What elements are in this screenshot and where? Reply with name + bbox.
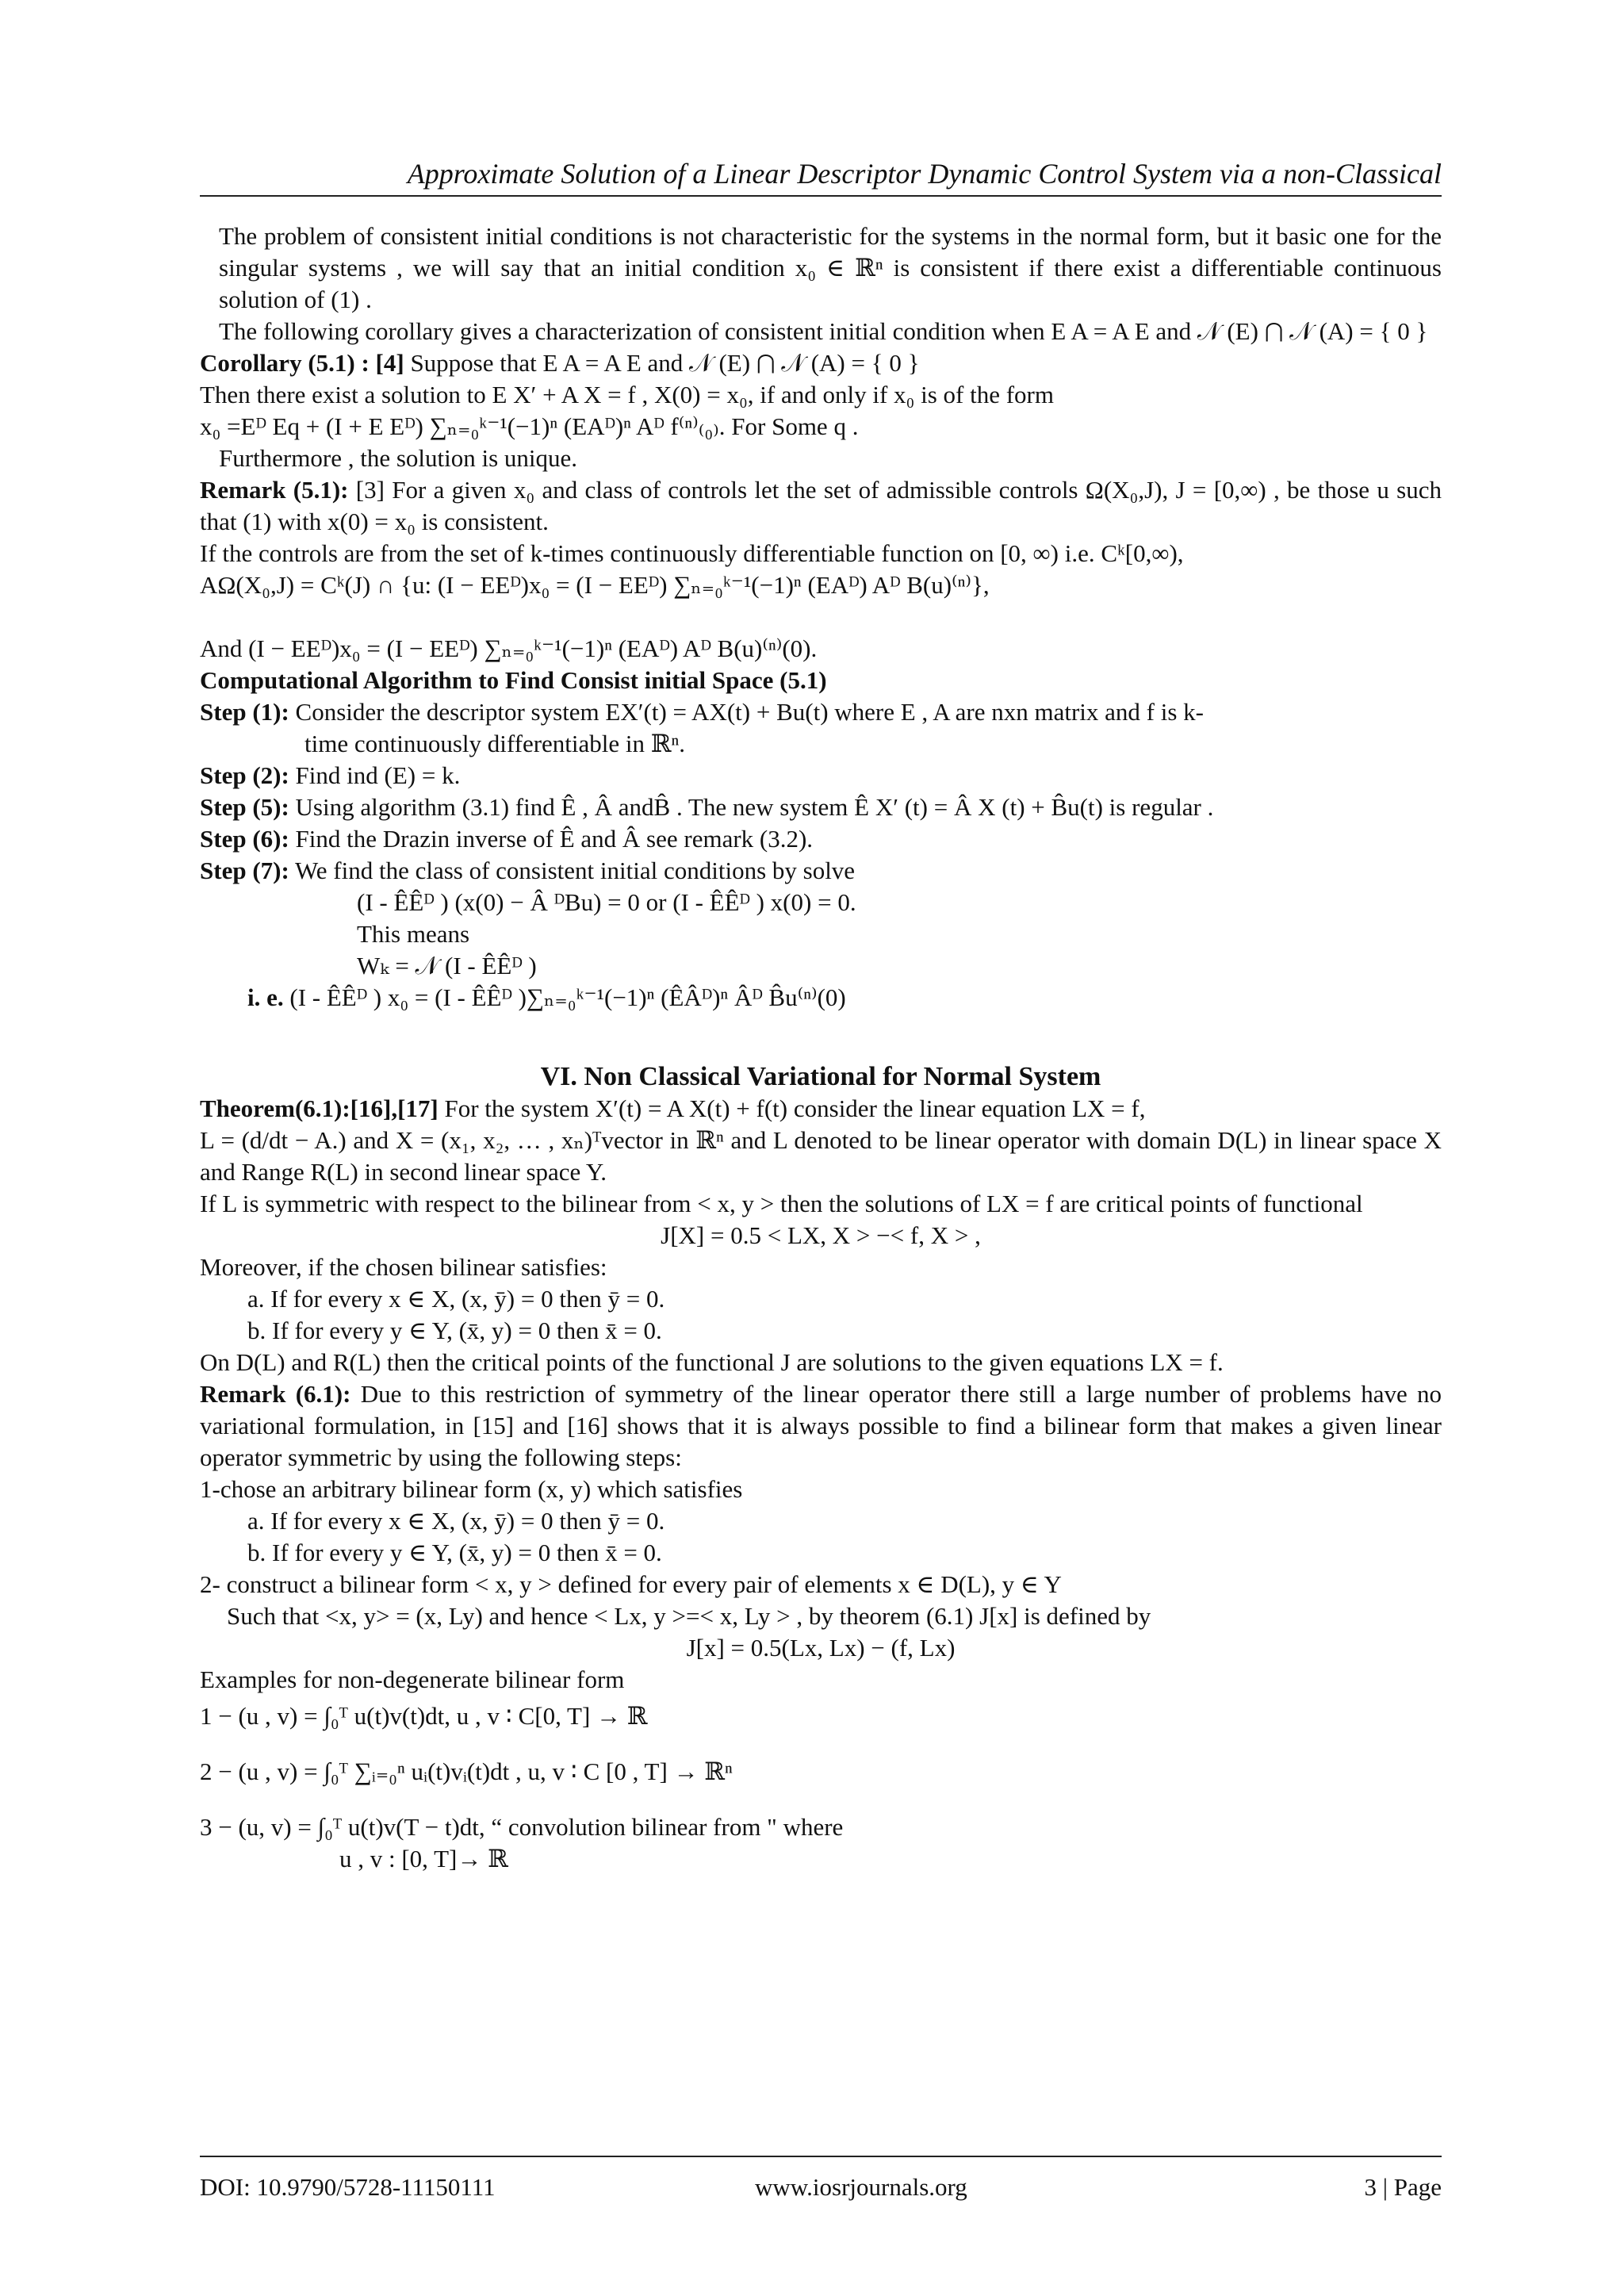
step-2-text: Find ind (E) = k. bbox=[289, 761, 461, 789]
step-5-text: Using algorithm (3.1) find Ê , Â andB̂ . The new system Ê X′ (t) = Â X (t) + B̂u(t) is regular . bbox=[289, 793, 1214, 821]
remark-6-1-item-b: b. If for every y ∈ Y, (x̄, y) = 0 then x̄ = 0. bbox=[247, 1539, 662, 1566]
example-3-domain: u , v : [0, T]→ ℝ bbox=[339, 1845, 508, 1872]
remark-6-1-step-2: 2- construct a bilinear form < x, y > defined for every pair of elements x ∈ D(L), y ∈ Y bbox=[200, 1570, 1062, 1598]
remark-5-1-line-2: If the controls are from the set of k-times continuously differentiable function on [0, ∞) i.e. Cᵏ[0,∞), bbox=[200, 539, 1184, 567]
step-7 bbox=[200, 855, 1442, 887]
corollary-text: Suppose that E A = A E and 𝒩 (E) ⋂ 𝒩 (A) = { 0 } bbox=[404, 349, 920, 377]
step-1-text: Consider the descriptor system EX′(t) = AX(t) + Bu(t) where E , A are nxn matrix and f is k- bbox=[289, 698, 1204, 726]
remark-5-1-label: Remark (5.1): bbox=[200, 476, 349, 504]
step-7-w-k: Wₖ = 𝒩 (I - ÊÊᴰ ) bbox=[357, 952, 537, 979]
step-7-text: We find the class of consistent initial conditions by solve bbox=[289, 857, 856, 884]
section-6-title: VI. Non Classical Variational for Normal System bbox=[540, 1062, 1101, 1091]
remark-6-1-such-that: Such that <x, y> = (x, Ly) and hence < Lx, y >=< x, Ly > , by theorem (6.1) J[x] is defined by bbox=[227, 1602, 1151, 1630]
step-5-label: Step (5): bbox=[200, 793, 289, 821]
footer-url[interactable]: www.iosrjournals.org bbox=[755, 2173, 967, 2201]
paragraph-corollary-intro: The following corollary gives a characterization of consistent initial condition when E A = A E and 𝒩 (E) ⋂ 𝒩 (A) = { 0 } bbox=[219, 317, 1428, 345]
example-1: 1 − (u , v) = ∫₀ᵀ u(t)v(t)dt, u , v ∶ C[0, T] → ℝ bbox=[200, 1702, 648, 1730]
remark-6-1-step-1: 1-chose an arbitrary bilinear form (x, y) which satisfies bbox=[200, 1475, 743, 1503]
step-7-equation: (I - ÊÊᴰ ) (x(0) − Â ᴰBu) = 0 or (I - ÊÊᴰ ) x(0) = 0. bbox=[357, 888, 856, 916]
page-footer bbox=[200, 2173, 1442, 2205]
corollary-label: Corollary (5.1) : [4] bbox=[200, 349, 404, 377]
theorem-6-1 bbox=[200, 1093, 1442, 1125]
step-7-label: Step (7): bbox=[200, 857, 289, 884]
theorem-6-1-functional: J[X] = 0.5 < LX, X > −< f, X > , bbox=[661, 1221, 981, 1249]
example-3: 3 − (u, v) = ∫₀ᵀ u(t)v(T − t)dt, “ convolution bilinear from " where bbox=[200, 1813, 844, 1841]
paragraph-consistent-conditions: The problem of consistent initial conditions is not characteristic for the systems in the normal form, but it basic one for the singular systems , we will say that an initial condition x₀ ∈ ℝⁿ is consistent if there exist a differentiable continuous solution of (1) . bbox=[219, 222, 1442, 313]
theorem-6-1-operator: L = (d/dt − A.) and X = (x₁, x₂, … , xₙ)ᵀvector in ℝⁿ and L denoted to be linear operator with domain D(L) in linear space X and Range R(L) in second linear space Y. bbox=[200, 1126, 1442, 1186]
example-2: 2 − (u , v) = ∫₀ᵀ ∑ᵢ₌₀ⁿ uᵢ(t)vᵢ(t)dt , u, v ∶ C [0 , T] → ℝⁿ bbox=[200, 1757, 733, 1785]
step-6-text: Find the Drazin inverse of Ê and Â see remark (3.2). bbox=[289, 825, 814, 853]
theorem-6-1-moreover: Moreover, if the chosen bilinear satisfies: bbox=[200, 1253, 607, 1281]
remark-5-1-and: And (I − EEᴰ)x₀ = (I − EEᴰ) ∑ₙ₌₀ᵏ⁻¹(−1)ⁿ (EAᴰ) Aᴰ B(u)⁽ⁿ⁾(0). bbox=[200, 634, 818, 662]
corollary-5-1 bbox=[200, 347, 1442, 379]
step-5 bbox=[200, 792, 1442, 823]
theorem-6-1-item-a: a. If for every x ∈ X, (x, ȳ) = 0 then ȳ = 0. bbox=[247, 1285, 665, 1313]
step-6 bbox=[200, 823, 1442, 855]
ie-line bbox=[200, 982, 1442, 1014]
ie-label: i. e. bbox=[247, 983, 284, 1011]
footer-rule bbox=[200, 2156, 1442, 2157]
step-1 bbox=[200, 696, 1442, 728]
corollary-line-2: Then there exist a solution to E X′ + A X = f , X(0) = x₀, if and only if x₀ is of the form bbox=[200, 381, 1054, 408]
step-2-label: Step (2): bbox=[200, 761, 289, 789]
step-6-label: Step (6): bbox=[200, 825, 289, 853]
step-2 bbox=[200, 760, 1442, 792]
step-1-label: Step (1): bbox=[200, 698, 289, 726]
footer-doi: DOI: 10.9790/5728-11150111 bbox=[200, 2173, 496, 2201]
remark-5-1 bbox=[200, 474, 1442, 538]
footer-page-number: 3 | Page bbox=[1364, 2173, 1442, 2201]
remark-5-1-formula: AΩ(X₀,J) = Cᵏ(J) ∩ {u: (I − EEᴰ)x₀ = (I − EEᴰ) ∑ₙ₌₀ᵏ⁻¹(−1)ⁿ (EAᴰ) Aᴰ B(u)⁽ⁿ⁾}, bbox=[200, 571, 990, 599]
corollary-uniqueness: Furthermore , the solution is unique. bbox=[219, 444, 578, 472]
remark-6-1-item-a: a. If for every x ∈ X, (x, ȳ) = 0 then ȳ = 0. bbox=[247, 1507, 665, 1535]
theorem-6-1-item-b: b. If for every y ∈ Y, (x̄, y) = 0 then x̄ = 0. bbox=[247, 1317, 662, 1344]
algorithm-title: Computational Algorithm to Find Consist initial Space (5.1) bbox=[200, 666, 827, 694]
theorem-6-1-label: Theorem(6.1):[16],[17] bbox=[200, 1094, 439, 1122]
remark-6-1 bbox=[200, 1378, 1442, 1474]
theorem-6-1-conclusion: On D(L) and R(L) then the critical points of the functional J are solutions to the given equations LX = f. bbox=[200, 1348, 1224, 1376]
remark-6-1-functional: J[x] = 0.5(Lx, Lx) − (f, Lx) bbox=[686, 1634, 956, 1662]
step-7-this-means: This means bbox=[357, 920, 470, 948]
theorem-6-1-text: For the system X′(t) = A X(t) + f(t) consider the linear equation LX = f, bbox=[438, 1094, 1146, 1122]
header-rule bbox=[200, 195, 1442, 197]
step-1-continuation: time continuously differentiable in ℝⁿ. bbox=[304, 730, 686, 757]
ie-text: (I - ÊÊᴰ ) x₀ = (I - ÊÊᴰ )∑ₙ₌₀ᵏ⁻¹(−1)ⁿ (ÊÂᴰ)ⁿ Âᴰ B̂u⁽ⁿ⁾(0) bbox=[283, 983, 846, 1011]
remark-6-1-text: Due to this restriction of symmetry of the linear operator there still a large number of problems have no variational formulation, in [15] and [16] shows that it is always possible to find a bilinear form that makes a given linear operator symmetric by using the following steps: bbox=[200, 1380, 1442, 1471]
remark-5-1-text: [3] For a given x₀ and class of controls let the set of admissible controls Ω(X₀,J), J = [0,∞) , be those u such that (1) with x(0) = x₀ is consistent. bbox=[200, 476, 1442, 535]
running-header: Approximate Solution of a Linear Descriptor Dynamic Control System via a non-Classical bbox=[407, 158, 1442, 190]
examples-title: Examples for non-degenerate bilinear form bbox=[200, 1665, 625, 1693]
page-content bbox=[200, 220, 1442, 1875]
corollary-formula: x₀ =Eᴰ Eq + (I + E Eᴰ) ∑ₙ₌₀ᵏ⁻¹(−1)ⁿ (EAᴰ)ⁿ Aᴰ f⁽ⁿ⁾₍₀₎. For Some q . bbox=[200, 412, 859, 440]
remark-6-1-label: Remark (6.1): bbox=[200, 1380, 351, 1408]
theorem-6-1-symmetric: If L is symmetric with respect to the bilinear from < x, y > then the solutions of LX = f are critical points of functional bbox=[200, 1190, 1363, 1217]
